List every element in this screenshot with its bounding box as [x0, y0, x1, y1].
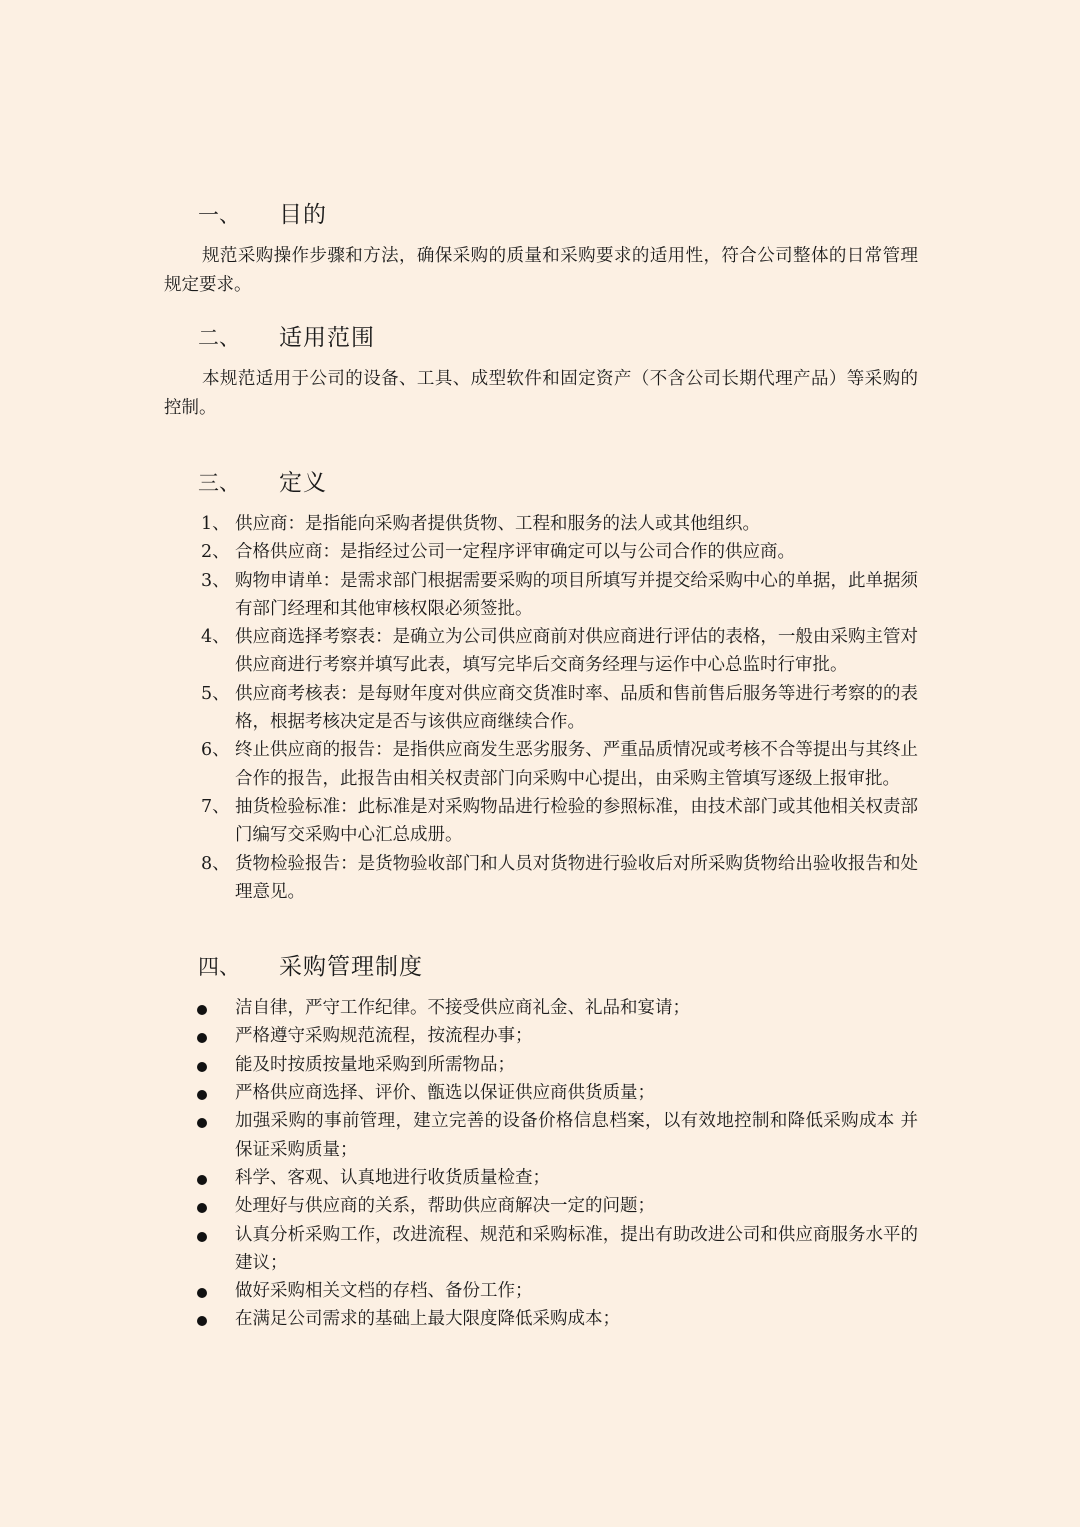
bullet-item [164, 994, 918, 1022]
definition-text: 供应商选择考察表：是确立为公司供应商前对供应商进行评估的表格，一般由采购主管对供应商进行考察并填写此表，填写完毕后交商务经理与运作中心总监时行审批。 [235, 627, 918, 676]
bullet-dot-icon [197, 1033, 207, 1043]
definition-index: 2、 [201, 542, 230, 563]
bullet-item [164, 1221, 918, 1278]
definition-item [164, 567, 918, 624]
definition-text: 供应商考核表：是每财年度对供应商交货准时率、品质和售前售后服务等进行考察的的表格，根据考核决定是否与该供应商继续合作。 [235, 683, 918, 733]
bullet-text: 处理好与供应商的关系，帮助供应商解决一定的问题； [235, 1196, 655, 1217]
bullet-item [164, 1192, 918, 1220]
section-title: 采购管理制度 [279, 954, 423, 981]
bullet-text: 能及时按质按量地采购到所需物品； [235, 1054, 515, 1075]
bullet-item [164, 1022, 918, 1050]
section-heading-purpose [198, 196, 918, 236]
definition-index: 5、 [201, 683, 230, 704]
section-title: 适用范围 [279, 325, 375, 351]
bullet-dot-icon [197, 1175, 207, 1185]
bullet-text: 严格遵守采购规范流程，按流程办事； [235, 1026, 533, 1047]
definition-item [164, 510, 918, 538]
definition-text: 合格供应商：是指经过公司一定程序评审确定可以与公司合作的供应商。 [235, 542, 795, 563]
definition-text: 终止供应商的报告：是指供应商发生恶劣服务、严重品质情况或考核不合等提出与其终止合作的报告，此报告由相关权责部门向采购中心提出，由采购主管填写逐级上报审批。 [235, 740, 918, 789]
bullet-item [164, 1164, 918, 1192]
definition-item [164, 736, 918, 793]
bullet-item [164, 1051, 918, 1079]
definition-index: 6、 [201, 740, 230, 761]
bullet-item [164, 1079, 918, 1107]
section-title: 目的 [279, 202, 327, 228]
definition-index: 7、 [201, 796, 230, 817]
definition-text: 抽货检验标准：此标准是对采购物品进行检验的参照标准，由技术部门或其他相关权责部门编写交采购中心汇总成册。 [235, 796, 918, 846]
bullet-dot-icon [197, 1090, 207, 1100]
section-heading-management-rules [198, 948, 918, 988]
section-paragraph: 本规范适用于公司的设备、工具、成型软件和固定资产（不含公司长期代理产品）等采购的控制。 [164, 369, 918, 418]
definition-item [164, 623, 918, 680]
bullet-dot-icon [197, 1288, 207, 1298]
bullet-text: 严格供应商选择、评价、甑选以保证供应商供货质量； [235, 1083, 655, 1104]
section-number: 三、 [198, 471, 240, 495]
bullet-item [164, 1107, 918, 1164]
section-heading-definitions [198, 464, 918, 504]
bullet-dot-icon [197, 1316, 207, 1326]
definition-text: 供应商：是指能向采购者提供货物、工程和服务的法人或其他组织。 [235, 514, 760, 534]
document-body [164, 196, 918, 1334]
definition-item [164, 538, 918, 566]
rules-bullet-list [164, 994, 918, 1334]
bullet-item [164, 1305, 918, 1333]
section-title: 定义 [279, 470, 327, 496]
section-number: 二、 [198, 326, 240, 350]
bullet-dot-icon [197, 1005, 207, 1015]
section-number: 四、 [198, 955, 240, 980]
definition-item [164, 793, 918, 850]
bullet-item [164, 1277, 918, 1305]
bullet-text: 在满足公司需求的基础上最大限度降低采购成本； [235, 1309, 620, 1330]
section-number: 一、 [198, 203, 240, 227]
definition-text: 货物检验报告：是货物验收部门和人员对货物进行验收后对所采购货物给出验收报告和处理意见。 [235, 853, 918, 902]
definition-text: 购物申请单：是需求部门根据需要采购的项目所填写并提交给采购中心的单据，此单据须有部门经理和其他审核权限必须签批。 [235, 570, 918, 619]
section-paragraph: 规范采购操作步骤和方法，确保采购的质量和采购要求的适用性，符合公司整体的日常管理规定要求。 [164, 246, 918, 295]
bullet-dot-icon [197, 1118, 207, 1128]
definition-index: 3、 [201, 570, 230, 591]
definition-item [164, 680, 918, 737]
definition-list [164, 510, 918, 906]
section-heading-scope [198, 319, 918, 359]
bullet-dot-icon [197, 1062, 207, 1072]
bullet-text: 认真分析采购工作，改进流程、规范和采购标准，提出有助改进公司和供应商服务水平的建议； [235, 1224, 918, 1273]
definition-index: 1、 [201, 514, 230, 534]
bullet-dot-icon [197, 1203, 207, 1213]
bullet-dot-icon [197, 1232, 207, 1242]
bullet-text: 洁自律，严守工作纪律。不接受供应商礼金、礼品和宴请； [235, 998, 690, 1019]
bullet-text: 加强采购的事前管理，建立完善的设备价格信息档案，以有效地控制和降低采购成本 并保证采购质量； [235, 1111, 918, 1160]
definition-index: 4、 [201, 627, 230, 648]
bullet-text: 做好采购相关文档的存档、备份工作； [235, 1281, 533, 1302]
definition-item [164, 850, 918, 907]
definition-index: 8、 [201, 853, 230, 874]
bullet-text: 科学、客观、认真地进行收货质量检查； [235, 1167, 550, 1188]
